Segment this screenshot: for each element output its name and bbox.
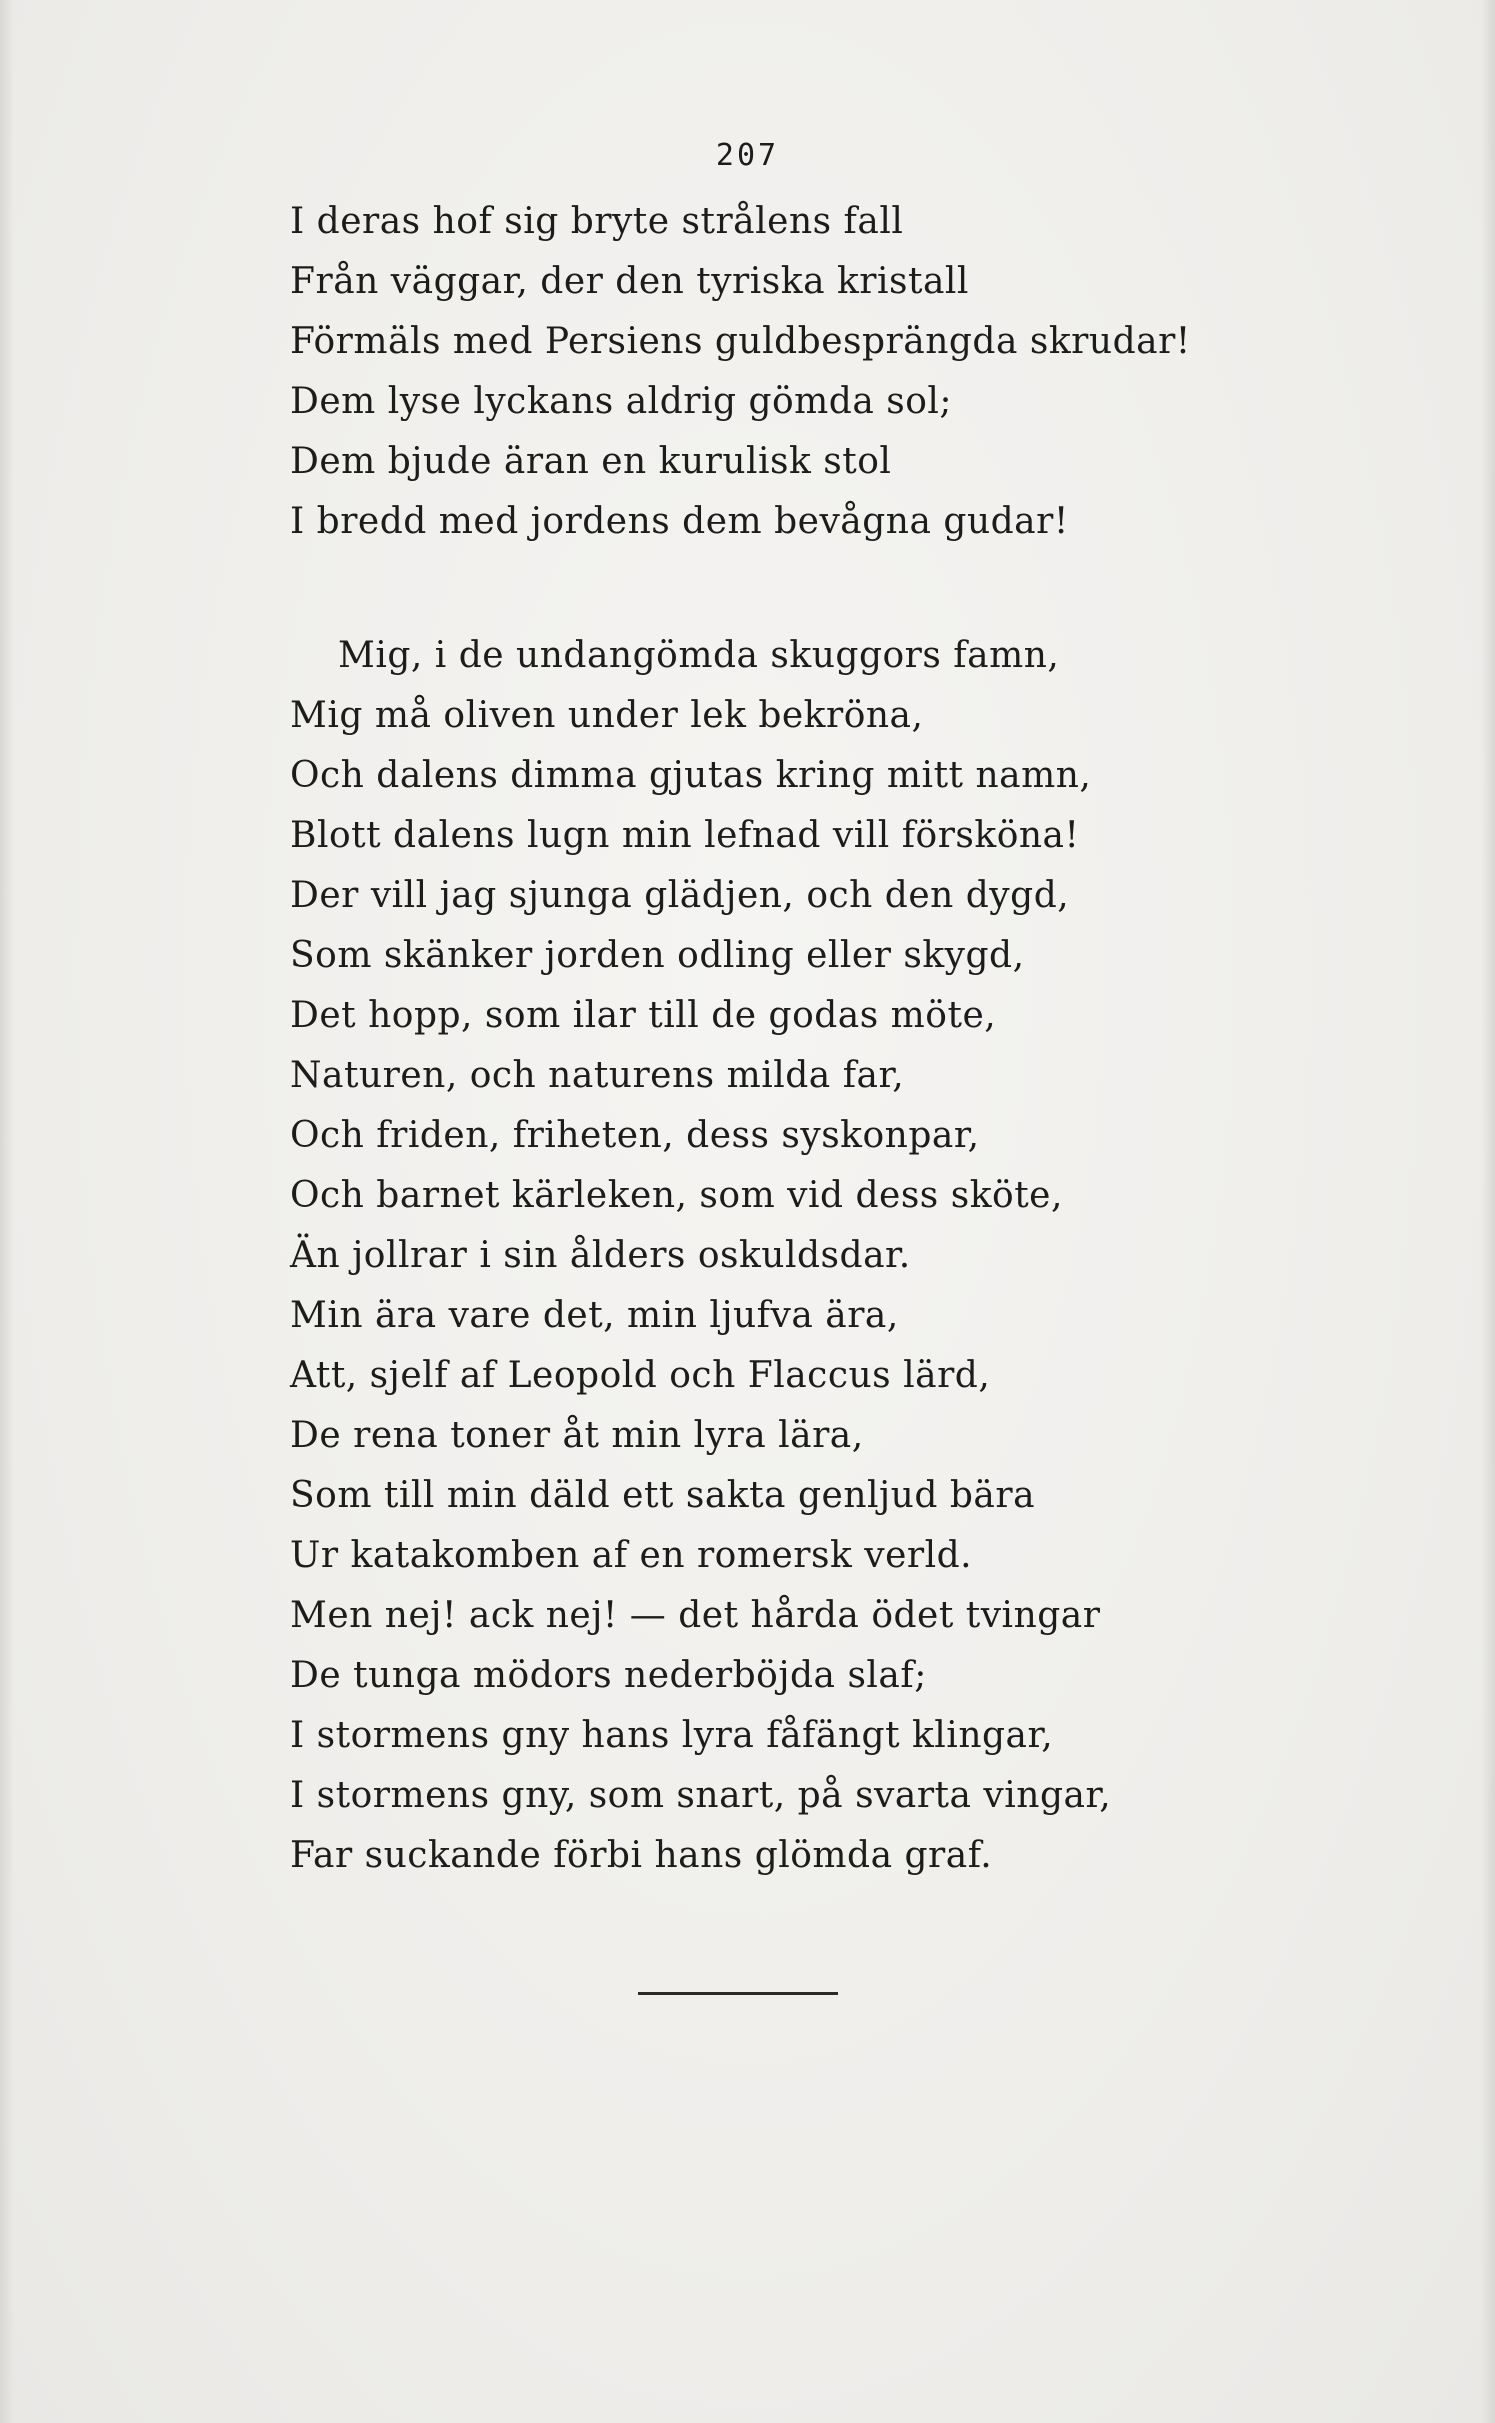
poem-line: I stormens gny hans lyra fåfängt klingar,: [290, 1715, 1054, 1756]
poem-line: Naturen, och naturens milda far,: [290, 1055, 905, 1096]
section-divider: [638, 1992, 838, 1995]
poem-line: Och dalens dimma gjutas kring mitt namn,: [290, 755, 1092, 796]
poem-line: Som skänker jorden odling eller skygd,: [290, 935, 1025, 976]
stanza-2: [290, 626, 1290, 1886]
poem-line: Än jollrar i sin ålders oskuldsdar.: [290, 1235, 911, 1276]
page-number: 207: [715, 138, 780, 173]
page-edge-left: [0, 0, 14, 2423]
poem-line: Der vill jag sjunga glädjen, och den dygd,: [290, 875, 1070, 916]
poem-line: Dem bjude äran en kurulisk stol: [290, 441, 892, 482]
poem-line: Som till min däld ett sakta genljud bära: [290, 1475, 1036, 1516]
poem-line: Det hopp, som ilar till de godas möte,: [290, 995, 997, 1036]
poem-line: Mig, i de undangömda skuggors famn,: [338, 635, 1060, 676]
poem-line: Blott dalens lugn min lefnad vill försköna!: [290, 815, 1080, 856]
poem-line: Ur katakomben af en romersk verld.: [290, 1535, 973, 1576]
poem-line: Att, sjelf af Leopold och Flaccus lärd,: [290, 1355, 991, 1396]
page-edge-right: [1481, 0, 1495, 2423]
poem-line: Från väggar, der den tyriska kristall: [290, 261, 969, 302]
poem-line: De tunga mödors nederböjda slaf;: [290, 1655, 927, 1696]
poem-line: Förmäls med Persiens guldbesprängda skrudar!: [290, 321, 1191, 362]
poem-line: Mig må oliven under lek bekröna,: [290, 695, 924, 736]
poem-line: I bredd med jordens dem bevågna gudar!: [290, 501, 1069, 542]
poem-line: I stormens gny, som snart, på svarta vingar,: [290, 1775, 1112, 1816]
stanza-1: [290, 192, 1290, 552]
poem-line: De rena toner åt min lyra lära,: [290, 1415, 864, 1456]
poem-line: Och barnet kärleken, som vid dess sköte,: [290, 1175, 1063, 1216]
poem-line: Far suckande förbi hans glömda graf.: [290, 1835, 993, 1876]
poem-line: Och friden, friheten, dess syskonpar,: [290, 1115, 980, 1156]
poem-line: I deras hof sig bryte strålens fall: [290, 201, 904, 242]
poem-line: Min ära vare det, min ljufva ära,: [290, 1295, 899, 1336]
poem-line: Dem lyse lyckans aldrig gömda sol;: [290, 381, 953, 422]
poem-line: Men nej! ack nej! — det hårda ödet tvingar: [290, 1595, 1101, 1636]
